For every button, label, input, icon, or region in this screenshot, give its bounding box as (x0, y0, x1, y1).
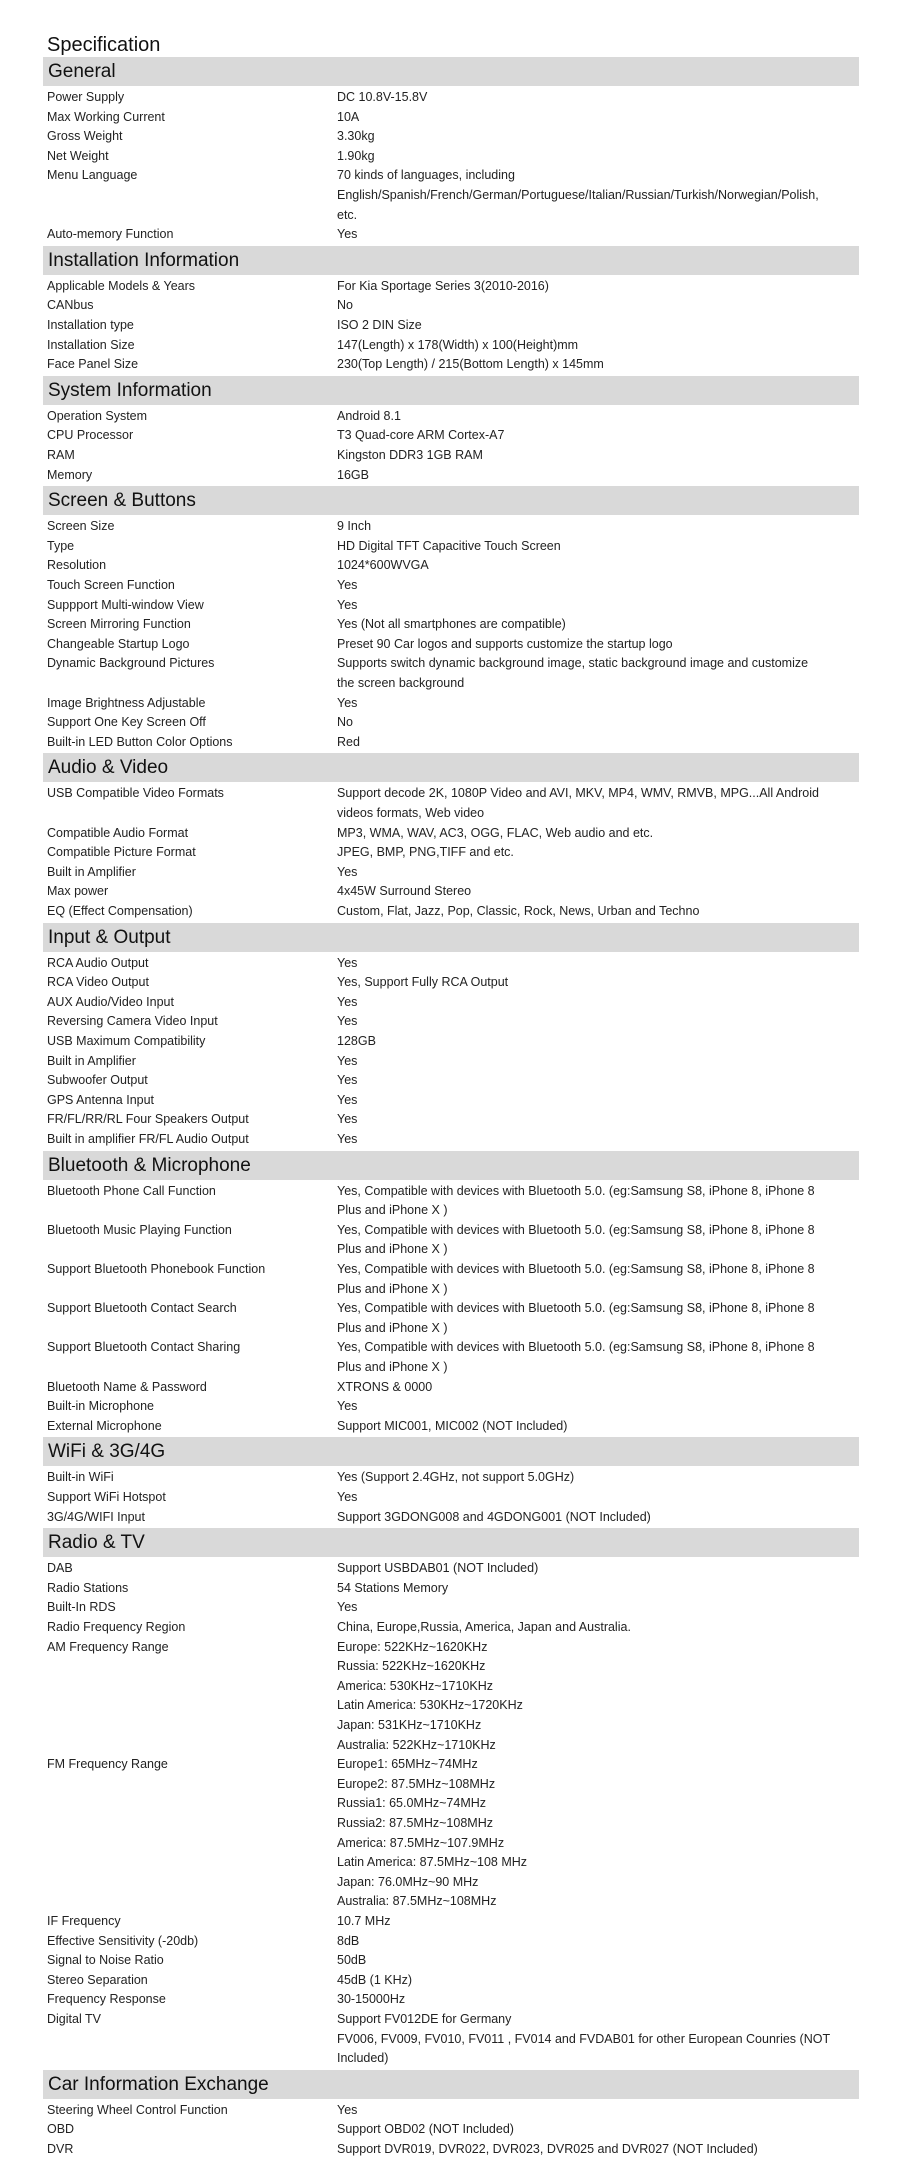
spec-value-line: Yes (337, 1399, 358, 1414)
spec-value-line: Included) (337, 2051, 389, 2066)
section-header (43, 246, 859, 275)
spec-label: Power Supply (47, 90, 125, 104)
spec-value (337, 517, 857, 537)
spec-value (337, 225, 857, 245)
spec-value (337, 1299, 857, 1338)
spec-value (337, 1755, 857, 1912)
spec-value-line: 45dB (1 KHz) (337, 1972, 413, 1987)
spec-label: Resolution (47, 558, 107, 573)
spec-label: Installation Size (47, 337, 135, 352)
spec-value (337, 1091, 857, 1111)
spec-value-line: Yes (337, 1600, 358, 1615)
spec-value-line: HD Digital TFT Capacitive Touch Screen (337, 538, 561, 553)
spec-value (337, 1579, 857, 1599)
spec-label: Built in Amplifier (47, 1053, 136, 1068)
spec-value-line: Japan: 531KHz~1710KHz (337, 1717, 482, 1732)
spec-value-line: Latin America: 530KHz~1720KHz (337, 1698, 523, 1713)
spec-value-line: Yes (337, 1490, 358, 1504)
spec-label: Face Panel Size (47, 357, 139, 372)
spec-value-line: Australia: 522KHz~1710KHz (337, 1737, 496, 1752)
spec-value-line: videos formats, Web video (337, 805, 485, 820)
spec-value (337, 973, 857, 993)
spec-value-line: Support FV012DE for Germany (337, 2012, 512, 2026)
spec-value (337, 556, 857, 576)
spec-label: RCA Audio Output (47, 955, 149, 970)
spec-label: EQ (Effect Compensation) (47, 904, 193, 918)
spec-value-line: Russia: 522KHz~1620KHz (337, 1659, 486, 1674)
spec-value (337, 1110, 857, 1130)
section-header (43, 1528, 859, 1557)
spec-value-line: XTRONS & 0000 (337, 1379, 433, 1394)
spec-value-line: 54 Stations Memory (337, 1580, 449, 1595)
spec-value-line: Support USBDAB01 (NOT Included) (337, 1561, 539, 1576)
spec-label: OBD (47, 2122, 75, 2137)
spec-value-line: T3 Quad-core ARM Cortex-A7 (337, 428, 505, 443)
spec-label: Support WiFi Hotspot (47, 1490, 166, 1504)
spec-value-line: America: 87.5MHz~107.9MHz (337, 1835, 505, 1850)
spec-label: RAM (47, 448, 75, 462)
spec-value (337, 713, 857, 733)
spec-value-line: Support decode 2K, 1080P Video and AVI, MKV, MP4, WMV, RMVB, MPG...All Android (337, 786, 819, 801)
spec-value-line: Yes, Compatible with devices with Bluetooth 5.0. (eg:Samsung S8, iPhone 8, iPhone 8 (337, 1340, 815, 1355)
spec-value-line: Yes, Support Fully RCA Output (337, 975, 509, 990)
spec-value (337, 694, 857, 714)
spec-label: Digital TV (47, 2012, 101, 2026)
spec-value (337, 1260, 857, 1299)
spec-label: Screen Mirroring Function (47, 617, 191, 632)
spec-label: Built-in Microphone (47, 1399, 154, 1414)
spec-label: Max Working Current (47, 109, 165, 124)
spec-value-line: Plus and iPhone X ) (337, 1359, 448, 1374)
spec-value-line: English/Spanish/French/German/Portuguese/Italian/Russian/Turkish/Norwegian/Polish, (337, 187, 819, 202)
spec-label: FM Frequency Range (47, 1757, 168, 1772)
spec-value-line: 3.30kg (337, 129, 375, 144)
spec-value (337, 277, 857, 297)
section-title: Screen & Buttons (48, 490, 196, 512)
spec-value-line: Yes (337, 2102, 358, 2117)
spec-value (337, 296, 857, 316)
spec-value (337, 993, 857, 1013)
spec-label: Touch Screen Function (47, 578, 175, 592)
spec-value (337, 615, 857, 635)
spec-label: Built-in LED Button Color Options (47, 734, 233, 749)
spec-value (337, 1971, 857, 1991)
spec-value-line: MP3, WMA, WAV, AC3, OGG, FLAC, Web audio and etc. (337, 825, 654, 840)
spec-value (337, 1559, 857, 1579)
spec-value-line: 9 Inch (337, 519, 372, 534)
spec-label: Support Bluetooth Phonebook Function (47, 1262, 266, 1276)
spec-value (337, 336, 857, 356)
spec-value (337, 2140, 857, 2160)
spec-value-line: No (337, 715, 353, 730)
spec-value-line: Yes (Not all smartphones are compatible) (337, 617, 566, 632)
spec-value-line: No (337, 298, 353, 313)
spec-value (337, 824, 857, 844)
spec-value-line: Support MIC001, MIC002 (NOT Included) (337, 1418, 568, 1433)
spec-label: Gross Weight (47, 129, 123, 144)
spec-value (337, 147, 857, 167)
spec-value-line: Europe: 522KHz~1620KHz (337, 1639, 488, 1654)
spec-value (337, 733, 857, 753)
spec-value-line: Russia1: 65.0MHz~74MHz (337, 1796, 487, 1811)
spec-label: IF Frequency (47, 1914, 121, 1928)
spec-label: Installation type (47, 318, 134, 332)
spec-value-line: China, Europe,Russia, America, Japan and Australia. (337, 1620, 631, 1634)
spec-label: Dynamic Background Pictures (47, 656, 215, 671)
spec-value-line: 16GB (337, 467, 369, 482)
section-title: Radio & TV (48, 1532, 145, 1554)
spec-label: Signal to Noise Ratio (47, 1953, 164, 1968)
spec-value-line: Europe1: 65MHz~74MHz (337, 1757, 478, 1772)
spec-label: CANbus (47, 298, 94, 313)
section-header (43, 2070, 859, 2099)
spec-value (337, 1618, 857, 1638)
spec-value-line: 30-15000Hz (337, 1992, 406, 2007)
spec-value-line: 10.7 MHz (337, 1914, 391, 1928)
spec-value (337, 902, 857, 922)
spec-value (337, 954, 857, 974)
spec-label: Stereo Separation (47, 1972, 148, 1987)
spec-label: Bluetooth Music Playing Function (47, 1222, 232, 1237)
spec-value-line: etc. (337, 207, 358, 222)
spec-label: Frequency Response (47, 1992, 166, 2007)
spec-label: Effective Sensitivity (-20db) (47, 1933, 199, 1948)
spec-label: Compatible Audio Format (47, 825, 189, 840)
section-title: Car Information Exchange (48, 2073, 269, 2095)
spec-label: Menu Language (47, 168, 138, 183)
spec-value-line: Yes (337, 994, 358, 1009)
spec-label: Operation System (47, 408, 148, 423)
spec-value-line: 8dB (337, 1933, 360, 1948)
spec-value-line: DC 10.8V-15.8V (337, 90, 428, 104)
spec-value-line: 50dB (337, 1953, 367, 1968)
spec-label: AUX Audio/Video Input (47, 994, 174, 1009)
spec-value (337, 1052, 857, 1072)
spec-value-line: 10A (337, 109, 360, 124)
spec-value-line: Yes, Compatible with devices with Bluetooth 5.0. (eg:Samsung S8, iPhone 8, iPhone 8 (337, 1183, 815, 1198)
spec-value (337, 2120, 857, 2140)
spec-label: Reversing Camera Video Input (47, 1014, 218, 1029)
section-header (43, 1151, 859, 1180)
spec-value (337, 1990, 857, 2010)
section-header (43, 923, 859, 952)
spec-value-line: the screen background (337, 675, 465, 690)
spec-value-line: Yes, Compatible with devices with Bluetooth 5.0. (eg:Samsung S8, iPhone 8, iPhone 8 (337, 1301, 815, 1316)
section-title: General (48, 61, 116, 82)
spec-label: Built in amplifier FR/FL Audio Output (47, 1132, 249, 1146)
spec-value-line: Plus and iPhone X ) (337, 1281, 448, 1296)
spec-label: GPS Antenna Input (47, 1092, 155, 1107)
spec-label: Net Weight (47, 148, 109, 163)
spec-value-line: Android 8.1 (337, 408, 401, 423)
spec-label: Steering Wheel Control Function (47, 2102, 228, 2117)
spec-label: DAB (47, 1561, 73, 1576)
spec-value-line: Custom, Flat, Jazz, Pop, Classic, Rock, News, Urban and Techno (337, 904, 700, 918)
spec-value-line: Yes (337, 1073, 358, 1088)
spec-label: Memory (47, 467, 93, 482)
spec-label: Suppport Multi-window View (47, 597, 204, 612)
spec-label: Type (47, 538, 75, 553)
spec-label: Built-In RDS (47, 1600, 116, 1615)
spec-value-line: Latin America: 87.5MHz~108 MHz (337, 1855, 528, 1870)
spec-label: AM Frequency Range (47, 1639, 169, 1654)
spec-value-line: 4x45W Surround Stereo (337, 884, 472, 899)
spec-label: Changeable Startup Logo (47, 636, 190, 651)
spec-label: Screen Size (47, 519, 115, 534)
spec-value-line: Plus and iPhone X ) (337, 1203, 448, 1218)
spec-value-line: 230(Top Length) / 215(Bottom Length) x 145mm (337, 357, 604, 372)
spec-value (337, 882, 857, 902)
spec-label: Radio Stations (47, 1580, 129, 1595)
spec-value-line: 128GB (337, 1034, 376, 1048)
spec-value-line: Yes, Compatible with devices with Bluetooth 5.0. (eg:Samsung S8, iPhone 8, iPhone 8 (337, 1222, 815, 1237)
spec-value (337, 1221, 857, 1260)
spec-label: Radio Frequency Region (47, 1620, 186, 1634)
spec-value (337, 355, 857, 375)
spec-value-line: Yes (337, 864, 358, 879)
spec-value (337, 1338, 857, 1377)
spec-value-line: Yes (337, 1014, 358, 1029)
spec-value-line: 1024*600WVGA (337, 558, 429, 573)
spec-value (337, 2010, 857, 2069)
spec-value (337, 1932, 857, 1952)
spec-value (337, 1397, 857, 1417)
spec-value (337, 1951, 857, 1971)
spec-value-line: Plus and iPhone X ) (337, 1320, 448, 1335)
spec-value (337, 466, 857, 486)
spec-value (337, 316, 857, 336)
spec-value (337, 1912, 857, 1932)
spec-value-line: Preset 90 Car logos and supports customize the startup logo (337, 636, 673, 651)
spec-value-line: Yes (337, 1053, 358, 1068)
spec-value (337, 1071, 857, 1091)
spec-value-line: Australia: 87.5MHz~108MHz (337, 1894, 497, 1909)
spec-value-line: Yes (337, 578, 358, 592)
spec-value-line: 147(Length) x 178(Width) x 100(Height)mm (337, 337, 579, 352)
spec-value (337, 2101, 857, 2121)
spec-value-line: Yes (337, 955, 358, 970)
spec-value (337, 1012, 857, 1032)
spec-label: Compatible Picture Format (47, 845, 196, 860)
page-title: Specification (47, 34, 161, 56)
spec-label: Support Bluetooth Contact Search (47, 1301, 237, 1316)
section-header (43, 57, 859, 86)
spec-value-line: Yes, Compatible with devices with Bluetooth 5.0. (eg:Samsung S8, iPhone 8, iPhone 8 (337, 1262, 815, 1276)
spec-label: Applicable Models & Years (47, 278, 196, 293)
spec-label: FR/FL/RR/RL Four Speakers Output (47, 1112, 249, 1127)
spec-label: Bluetooth Phone Call Function (47, 1183, 216, 1198)
spec-label: RCA Video Output (47, 975, 149, 990)
spec-value-line: Yes (337, 1092, 358, 1107)
spec-value (337, 537, 857, 557)
spec-value-line: Japan: 76.0MHz~90 MHz (337, 1874, 479, 1889)
spec-value-line: Yes (337, 695, 358, 710)
spec-value (337, 1508, 857, 1528)
spec-value-line: For Kia Sportage Series 3(2010-2016) (337, 278, 549, 293)
spec-value (337, 596, 857, 616)
spec-value (337, 1417, 857, 1437)
spec-value (337, 1598, 857, 1618)
spec-value (337, 1378, 857, 1398)
spec-value-line: America: 530KHz~1710KHz (337, 1678, 493, 1693)
spec-value-line: Yes (337, 1112, 358, 1127)
spec-value-line: 1.90kg (337, 148, 375, 163)
section-title: Bluetooth & Microphone (48, 1154, 251, 1176)
spec-value (337, 576, 857, 596)
spec-label: Support One Key Screen Off (47, 715, 206, 730)
spec-value-line: Supports switch dynamic background image, static background image and customize (337, 656, 809, 671)
spec-value (337, 88, 857, 108)
section-title: WiFi & 3G/4G (48, 1441, 166, 1463)
spec-value-line: Kingston DDR3 1GB RAM (337, 448, 483, 462)
spec-label: DVR (47, 2142, 74, 2156)
spec-value-line: Support OBD02 (NOT Included) (337, 2122, 514, 2137)
spec-label: Subwoofer Output (47, 1073, 148, 1088)
spec-value (337, 1032, 857, 1052)
spec-value (337, 843, 857, 863)
section-header (43, 753, 859, 782)
spec-value-line: ISO 2 DIN Size (337, 318, 422, 332)
spec-label: Max power (47, 884, 109, 899)
spec-value-line: Yes (Support 2.4GHz, not support 5.0GHz) (337, 1470, 575, 1485)
spec-value-line: Yes (337, 597, 358, 612)
section-title: Audio & Video (48, 757, 169, 779)
spec-value (337, 426, 857, 446)
spec-value (337, 127, 857, 147)
section-header (43, 376, 859, 405)
spec-value (337, 1488, 857, 1508)
spec-value-line: JPEG, BMP, PNG,TIFF and etc. (337, 845, 514, 860)
spec-label: Auto-memory Function (47, 227, 174, 242)
spec-value-line: Yes (337, 227, 358, 242)
spec-value (337, 1468, 857, 1488)
spec-value-line: Plus and iPhone X ) (337, 1242, 448, 1257)
spec-value (337, 635, 857, 655)
spec-value (337, 654, 857, 693)
spec-label: Support Bluetooth Contact Sharing (47, 1340, 241, 1355)
section-header (43, 1437, 859, 1466)
spec-label: External Microphone (47, 1418, 162, 1433)
spec-value-line: Yes (337, 1132, 358, 1146)
spec-value-line: Support DVR019, DVR022, DVR023, DVR025 and DVR027 (NOT Included) (337, 2142, 758, 2156)
spec-value (337, 166, 857, 225)
spec-value-line: Europe2: 87.5MHz~108MHz (337, 1776, 496, 1791)
spec-value-line: Support 3GDONG008 and 4GDONG001 (NOT Included) (337, 1509, 651, 1524)
spec-label: Built-in WiFi (47, 1470, 114, 1485)
spec-value (337, 407, 857, 427)
section-title: Input & Output (48, 926, 171, 948)
spec-value-line: FV006, FV009, FV010, FV011 , FV014 and FVDAB01 for other European Counries (NOT (337, 2031, 831, 2046)
spec-value (337, 863, 857, 883)
section-title: System Information (48, 379, 212, 401)
spec-value (337, 108, 857, 128)
spec-value (337, 1182, 857, 1221)
spec-value-line: Red (337, 734, 360, 749)
spec-value-line: 70 kinds of languages, including (337, 168, 515, 183)
spec-label: Image Brightness Adjustable (47, 695, 206, 710)
spec-label: Bluetooth Name & Password (47, 1379, 207, 1394)
spec-value-line: Russia2: 87.5MHz~108MHz (337, 1815, 493, 1830)
spec-label: USB Maximum Compatibility (47, 1034, 206, 1048)
section-header (43, 486, 859, 515)
spec-value (337, 784, 857, 823)
spec-label: USB Compatible Video Formats (47, 786, 224, 801)
spec-value (337, 446, 857, 466)
spec-label: 3G/4G/WIFI Input (47, 1509, 145, 1524)
section-title: Installation Information (48, 249, 240, 271)
spec-value (337, 1130, 857, 1150)
spec-label: Built in Amplifier (47, 864, 136, 879)
spec-value (337, 1638, 857, 1756)
spec-label: CPU Processor (47, 428, 134, 443)
